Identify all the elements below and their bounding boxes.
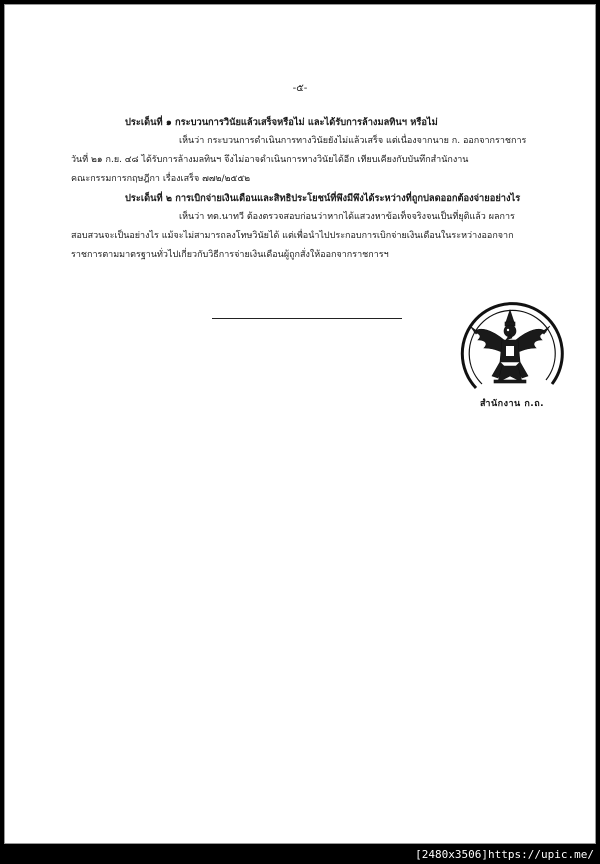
- seal-caption: สำนักงาน ก.ถ.: [479, 399, 545, 409]
- issue-1-line-1: เห็นว่า กระบวนการดำเนินการทางวินัยยังไม่แล้วเสร็จ แต่เนื่องจากนาย ก. ออกจากราชการ: [179, 136, 527, 146]
- issue-2-line-2: สอบสวนจะเป็นอย่างไร แม้จะไม่สามารถลงโทษวินัยได้ แต่เพื่อนำไปประกอบการเบิกจ่ายเงินเดือนในระหว่างออกจาก: [71, 231, 514, 241]
- issue-1-line-3: คณะกรรมการกฤษฎีกา เรื่องเสร็จ ๗๗๒/๒๕๕๒: [71, 174, 251, 184]
- page-number: -๕-: [292, 83, 308, 94]
- issue-2-heading: ประเด็นที่ ๒ การเบิกจ่ายเงินเดือนและสิทธิประโยชน์ที่พึงมีพึงได้ระหว่างที่ถูกปลดออกต้องจ่ายอย่างไร: [125, 193, 521, 204]
- issue-1-line-2: วันที่ ๒๑ ก.ย. ๔๘ ได้รับการล้างมลทินฯ จึงไม่อาจดำเนินการทางวินัยได้อีก เทียบเคียงกับบันทึกสำนักงาน: [71, 155, 469, 165]
- image-footer: [415, 848, 594, 861]
- issue-1-heading: ประเด็นที่ ๑ กระบวนการวินัยแล้วเสร็จหรือไม่ และได้รับการล้างมลทินฯ หรือไม่: [125, 117, 438, 128]
- image-resolution: [2480x3506]: [415, 848, 489, 861]
- document-body: [71, 113, 537, 265]
- image-host-link[interactable]: https://upic.me/: [488, 848, 594, 861]
- issue-2-line-3: ราชการตามมาตรฐานทั่วไปเกี่ยวกับวิธีการจ่ายเงินเดือนผู้ถูกสั่งให้ออกจากราชการฯ: [71, 250, 389, 260]
- issue-2-line-1: เห็นว่า ทต.นาทวี ต้องตรวจสอบก่อนว่าหากได้แสวงหาข้อเท็จจริงจนเป็นที่ยุติแล้ว ผลการ: [179, 212, 515, 222]
- signature-rule: [212, 318, 402, 319]
- document-page: [4, 4, 596, 844]
